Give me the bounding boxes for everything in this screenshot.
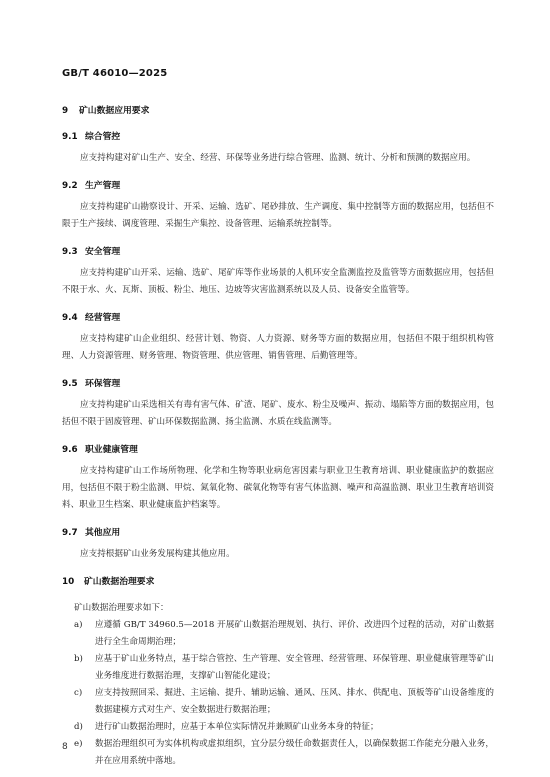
section-10-list [74, 617, 494, 770]
standard-number: GB/T 46010—2025 [62, 68, 168, 79]
section-10-intro: 矿山数据治理要求如下： [74, 603, 169, 613]
list-item-marker: d) [74, 722, 83, 732]
list-item-marker: b) [74, 654, 83, 664]
section-number: 9 [62, 106, 69, 116]
list-item-text: 应支持按照回采、掘进、主运输、提升、辅助运输、通风、压风、排水、供配电、顶板等矿山设备维度的数据建模方式对生产、安全数据进行数据治理； [95, 688, 494, 715]
subsection-heading [62, 442, 494, 455]
subsection-title: 经营管理 [85, 313, 121, 323]
section-title: 矿山数据应用要求 [79, 106, 150, 116]
subsection-number: 9.4 [62, 313, 78, 323]
section-9-heading [62, 103, 494, 116]
subsection-paragraph: 应支持根据矿山业务发展构建其他应用。 [80, 549, 235, 559]
subsection-number: 9.6 [62, 445, 78, 455]
subsection-title: 职业健康管理 [85, 445, 138, 455]
subsection-heading [62, 129, 494, 142]
subsection-paragraph: 应支持构建矿山企业组织、经营计划、物资、人力资源、财务等方面的数据应用，包括但不限于组织机构管理、人力资源管理、财务管理、物资管理、供应管理、销售管理、后勤管理等。 [62, 334, 494, 361]
list-item-marker: a) [74, 620, 83, 630]
list-item [74, 685, 494, 719]
subsection-title: 综合管控 [85, 132, 121, 142]
subsection-title: 生产管理 [85, 181, 121, 191]
list-item-text: 数据治理组织可为实体机构或虚拟组织，宜分层分级任命数据责任人，以确保数据工作能充分融入业务，并在应用系统中落地。 [95, 739, 494, 766]
page-number: 8 [62, 742, 68, 752]
subsection-heading [62, 376, 494, 389]
list-item [74, 736, 494, 770]
list-item [74, 719, 494, 736]
list-item [74, 651, 494, 685]
list-item-text: 应基于矿山业务特点，基于综合管控、生产管理、安全管理、经营管理、环保管理、职业健康管理等矿山业务维度进行数据治理，支撑矿山智能化建设； [95, 654, 494, 681]
subsection-number: 9.7 [62, 528, 78, 538]
subsection-paragraph: 应支持构建对矿山生产、安全、经营、环保等业务进行综合管理、监测、统计、分析和预测的数据应用。 [80, 153, 476, 163]
list-item-marker: c) [74, 688, 83, 698]
subsection-heading [62, 310, 494, 323]
list-item-text: 进行矿山数据治理时，应基于本单位实际情况并兼顾矿山业务本身的特征； [95, 722, 379, 732]
subsection-number: 9.1 [62, 132, 78, 142]
subsection-heading [62, 178, 494, 191]
subsection-paragraph: 应支持构建矿山开采、运输、选矿、尾矿库等作业场景的人机环安全监测监控及监管等方面数据应用，包括但不限于水、火、瓦斯、顶板、粉尘、地压、边坡等灾害监测系统以及人员、设备安全监管等。 [62, 268, 494, 295]
subsection-number: 9.5 [62, 379, 78, 389]
subsection-number: 9.2 [62, 181, 78, 191]
document-body [62, 103, 494, 770]
list-item [74, 617, 494, 651]
subsection-title: 其他应用 [85, 528, 121, 538]
section-9-subsections [62, 129, 494, 563]
subsection-paragraph: 应支持构建矿山工作场所物理、化学和生物等职业病危害因素与职业卫生教育培训、职业健康监护的数据应用，包括但不限于粉尘监测、甲烷、氮氧化物、碳氧化物等有害气体监测、噪声和高温监测、职业卫生教育培训资料、职业卫生档案、职业健康监护档案等。 [62, 466, 494, 510]
section-title: 矿山数据治理要求 [84, 577, 155, 587]
subsection-heading [62, 244, 494, 257]
section-10-heading [62, 574, 494, 587]
subsection-title: 环保管理 [85, 379, 121, 389]
subsection-paragraph: 应支持构建矿山勘察设计、开采、运输、选矿、尾砂排放、生产调度、集中控制等方面的数据应用，包括但不限于生产接续、调度管理、采掘生产集控、设备管理、运输系统控制等。 [62, 202, 494, 229]
list-item-marker: e) [74, 739, 83, 749]
section-number: 10 [62, 577, 75, 587]
subsection-number: 9.3 [62, 247, 78, 257]
subsection-paragraph: 应支持构建矿山采选相关有毒有害气体、矿渣、尾矿、废水、粉尘及噪声、振动、塌陷等方面的数据应用，包括但不限于固废管理、矿山环保数据监测、扬尘监测、水质在线监测等。 [62, 400, 494, 427]
subsection-title: 安全管理 [85, 247, 121, 257]
list-item-text: 应遵循 GB/T 34960.5—2018 开展矿山数据治理规划、执行、评价、改进四个过程的活动，对矿山数据进行全生命周期治理； [95, 620, 494, 647]
subsection-heading [62, 525, 494, 538]
